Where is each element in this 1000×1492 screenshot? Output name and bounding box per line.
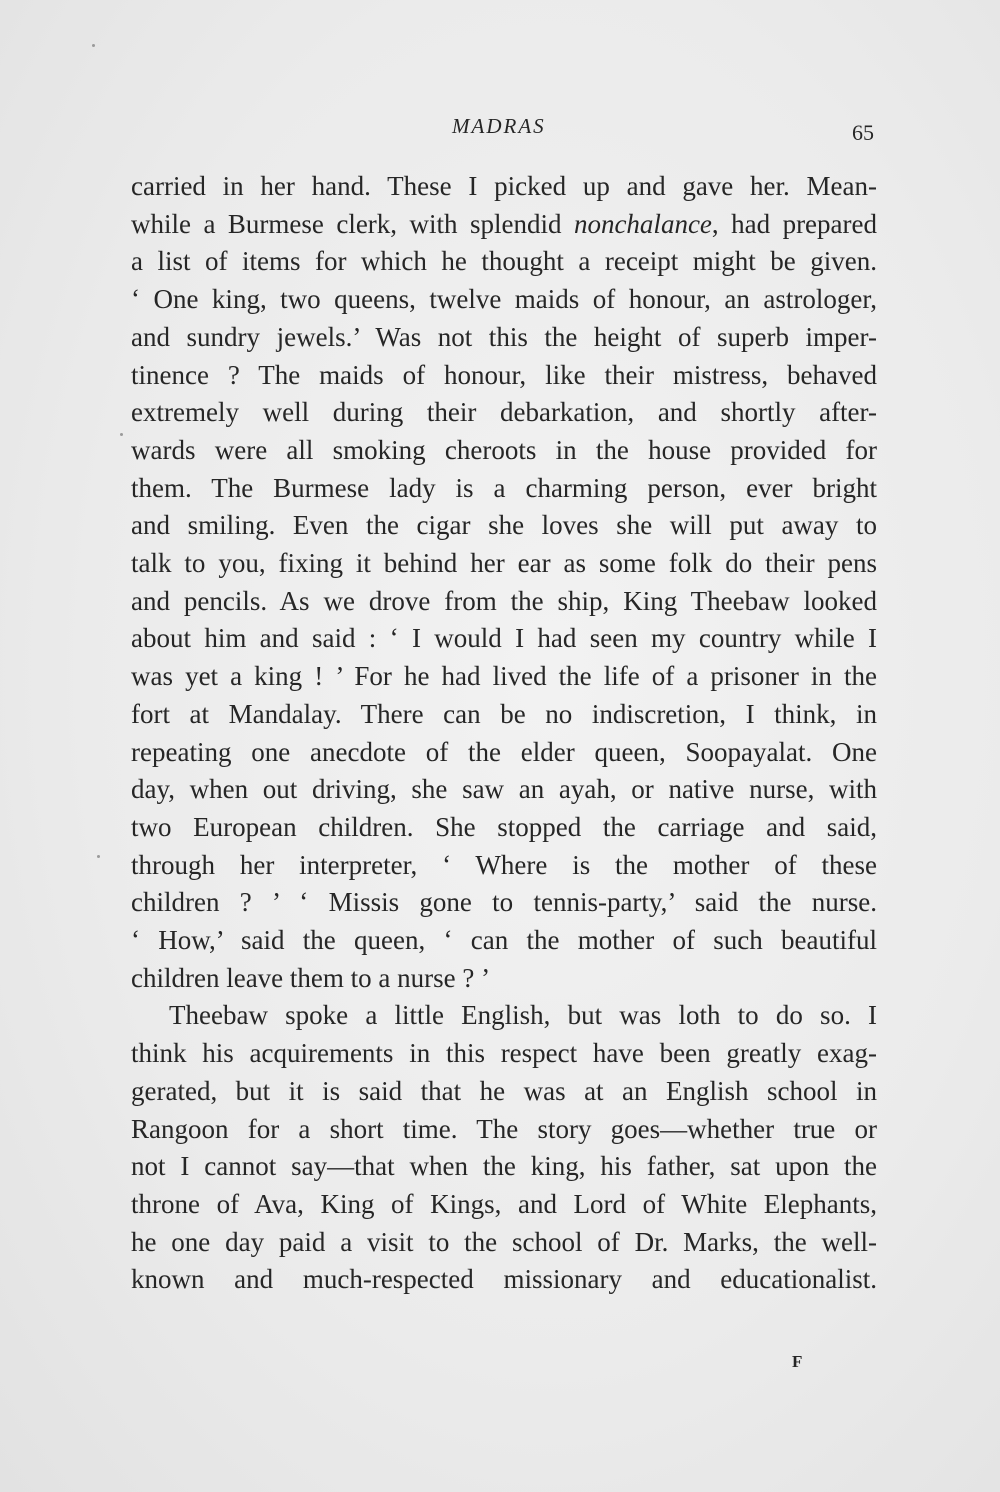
text-line: and pencils. As we drove from the ship, King Theebaw looked [131, 585, 877, 616]
italic-word: nonchalance [573, 208, 712, 239]
text-line: extremely well during their debarkation, and shortly after- [131, 397, 877, 428]
text-line: known and much-respected missionary and educationalist. [131, 1264, 877, 1295]
text-line: Rangoon for a short time. The story goes—whether true or [131, 1113, 877, 1144]
text-line: wards were all smoking cheroots in the house provided for [131, 434, 877, 465]
paper-speck [92, 44, 95, 47]
text-line: children leave them to a nurse ? ’ [131, 962, 491, 993]
text-line: he one day paid a visit to the school of Dr. Marks, the well- [131, 1226, 877, 1257]
page-number: 65 [852, 120, 874, 145]
text-line: fort at Mandalay. There can be no indiscretion, I think, in [131, 698, 877, 729]
text-line: about him and said : ‘ I would I had seen my country while I [131, 623, 877, 654]
text-line: and smiling. Even the cigar she loves she will put away to [131, 510, 877, 541]
paper-speck [97, 855, 100, 858]
text-line: gerated, but it is said that he was at an English school in [131, 1075, 877, 1106]
line-segment: while a Burmese clerk, with splendid [131, 208, 574, 239]
text-line: and sundry jewels.’ Was not this the height of superb imper- [131, 321, 877, 352]
running-head-title: MADRAS [452, 114, 546, 138]
text-line: tinence ? The maids of honour, like their mistress, behaved [131, 359, 877, 390]
text-line: talk to you, fixing it behind her ear as some folk do their pens [131, 548, 877, 579]
signature-mark: F [792, 1352, 803, 1371]
text-line: ‘ How,’ said the queen, ‘ can the mother of such beautiful [131, 925, 877, 956]
text-line: think his acquirements in this respect have been greatly exag- [131, 1038, 877, 1069]
text-line: two European children. She stopped the carriage and said, [131, 811, 877, 842]
text-line: ‘ One king, two queens, twelve maids of honour, an astrologer, [131, 284, 877, 315]
text-line: was yet a king ! ’ For he had lived the life of a prisoner in the [131, 661, 877, 692]
text-line: a list of items for which he thought a receipt might be given. [131, 246, 877, 277]
paper-speck [120, 433, 123, 436]
line-segment: , had prepared [711, 208, 878, 239]
text-line: through her interpreter, ‘ Where is the mother of these [131, 849, 877, 880]
body-text [131, 168, 877, 1299]
text-line: throne of Ava, King of Kings, and Lord of White Elephants, [131, 1188, 877, 1219]
paragraph-1 [131, 168, 877, 997]
text-line: day, when out driving, she saw an ayah, or native nurse, with [131, 774, 877, 805]
running-head [0, 114, 1000, 144]
text-line: children ? ’ ‘ Missis gone to tennis-party,’ said the nurse. [131, 887, 877, 918]
text-line: Theebaw spoke a little English, but was loth to do so. I [169, 1000, 877, 1031]
text-line: carried in her hand. These I picked up and gave her. Mean- [131, 171, 877, 201]
text-line: them. The Burmese lady is a charming person, ever bright [131, 472, 877, 503]
text-line [131, 206, 877, 244]
text-line: not I cannot say—that when the king, his father, sat upon the [131, 1151, 877, 1182]
text-line: repeating one anecdote of the elder queen, Soopayalat. One [131, 736, 877, 767]
paragraph-2 [131, 997, 877, 1299]
